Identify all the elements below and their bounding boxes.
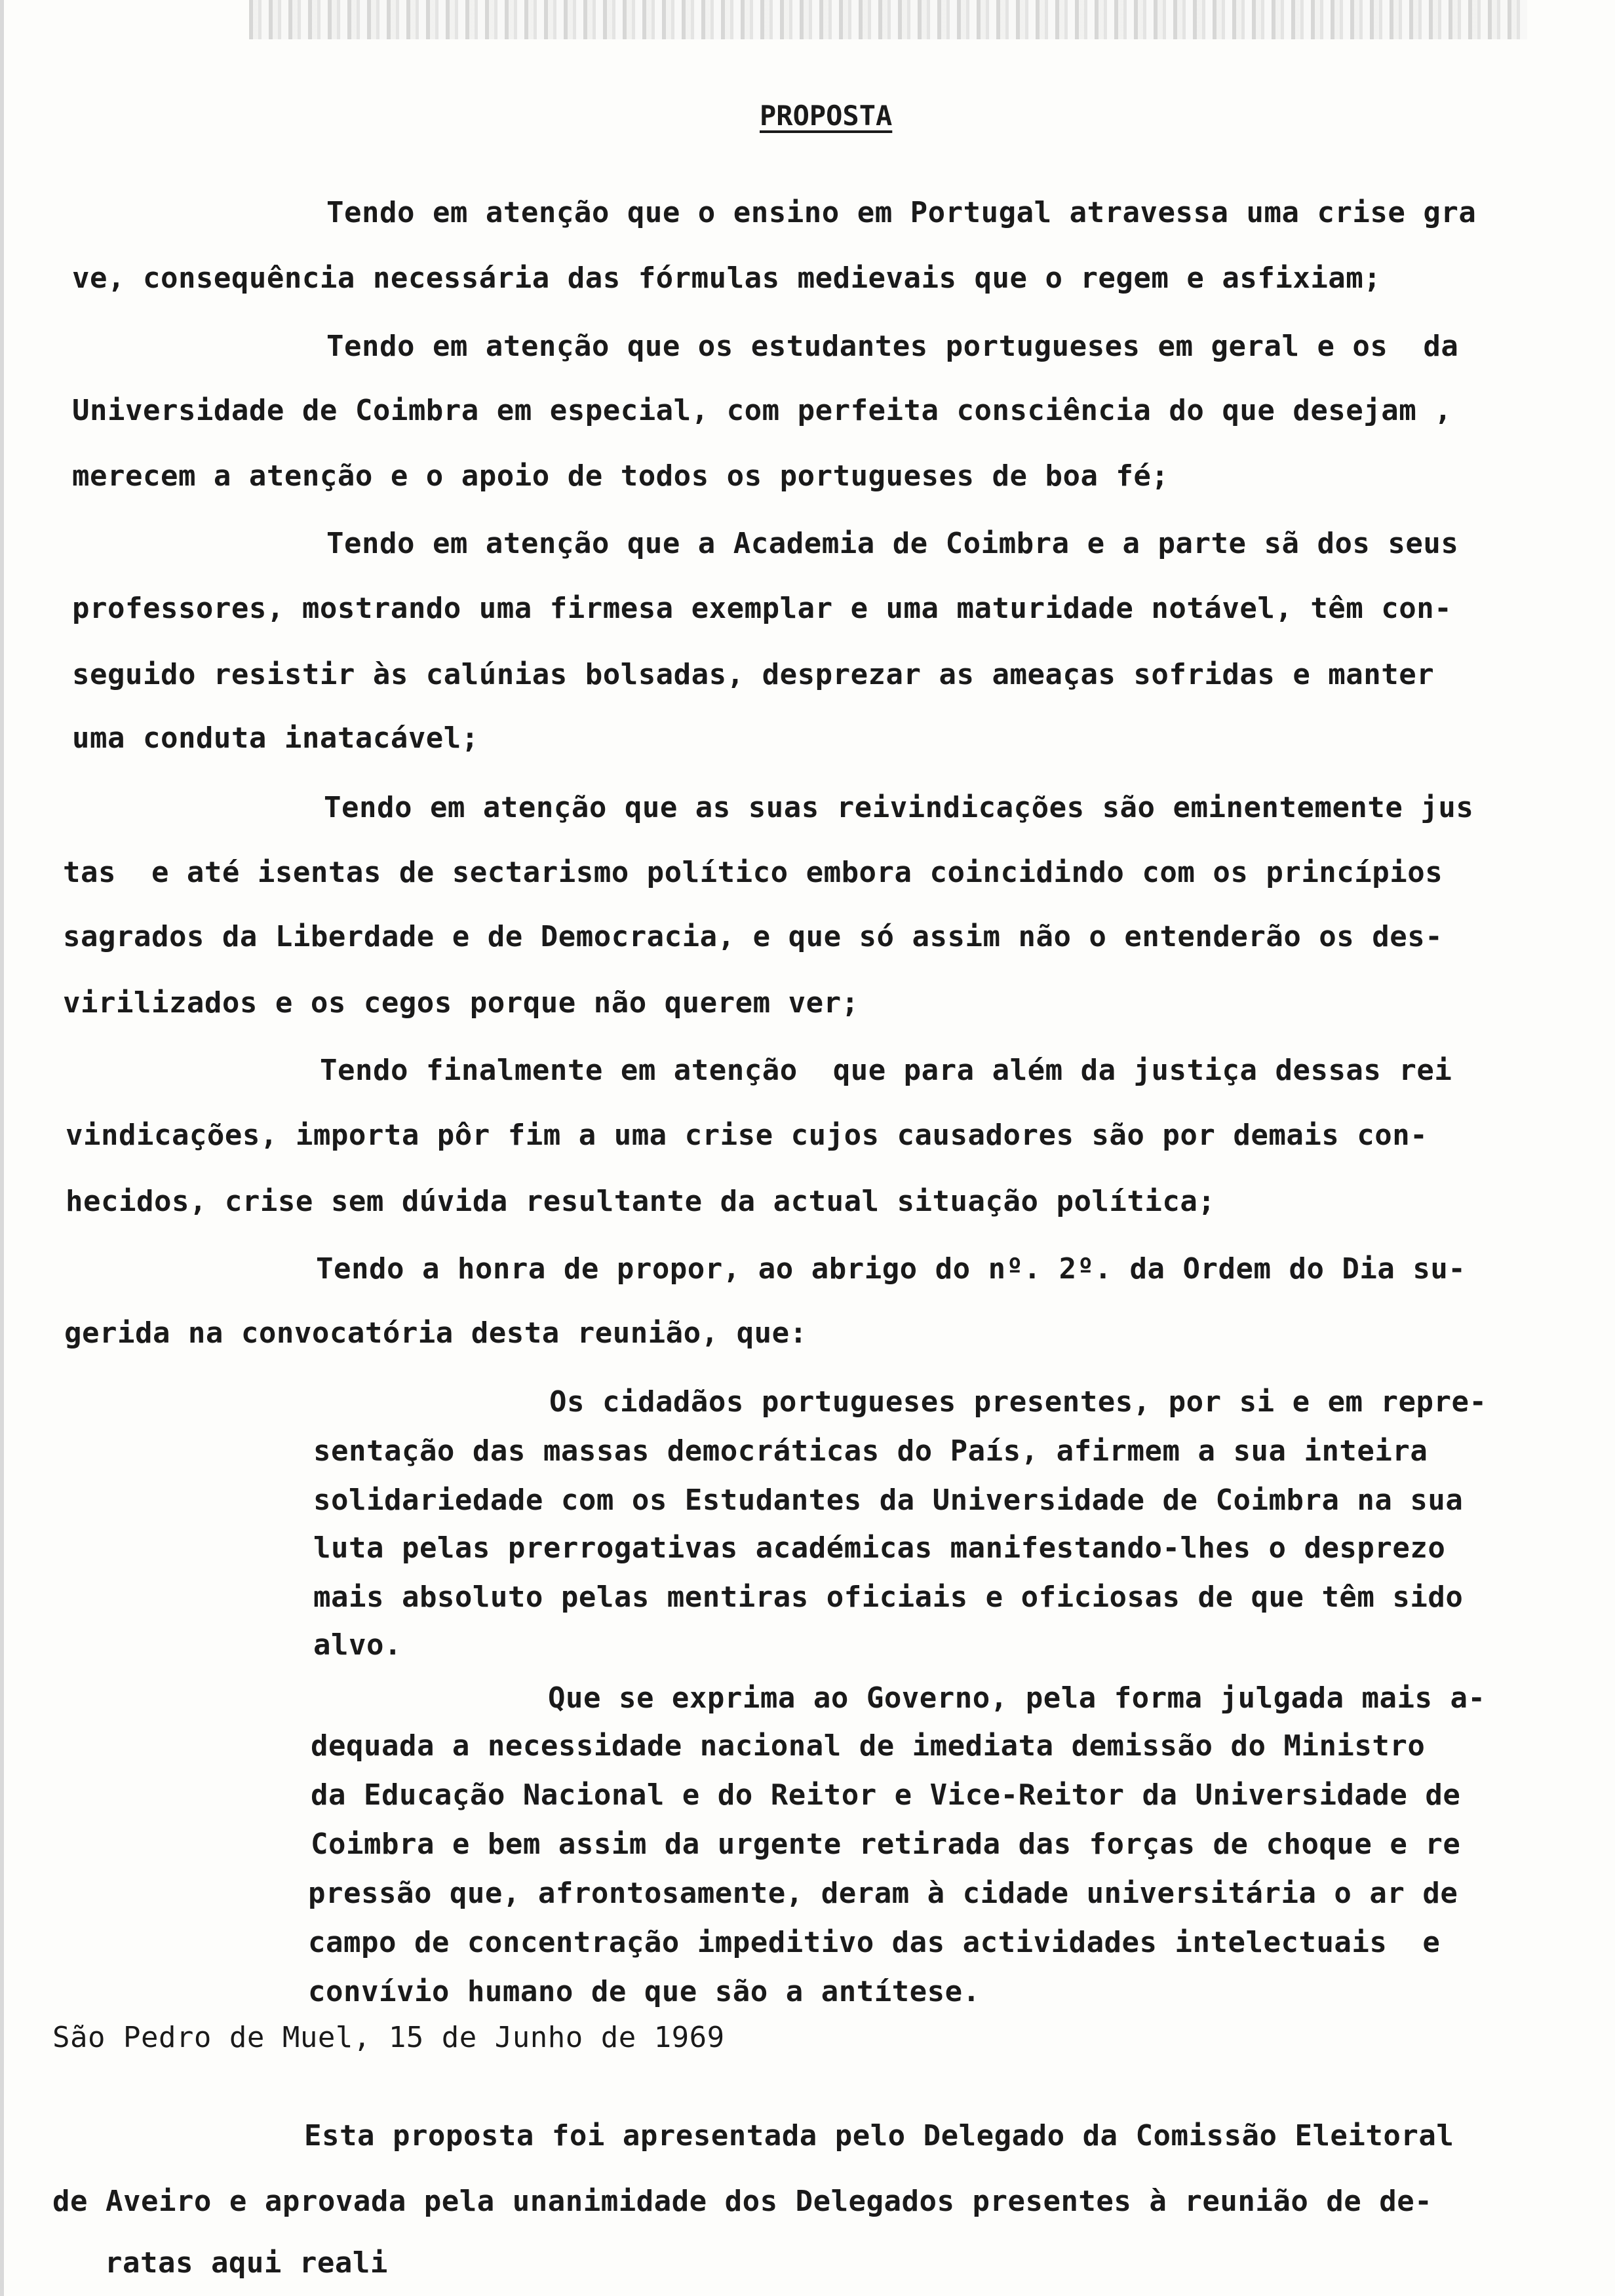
place-date: São Pedro de Muel, 15 de Junho de 1969 [52,2021,725,2054]
resolution-line: alvo. [313,1628,402,1662]
text-line: Tendo a honra de propor, ao abrigo do nº. 2º. da Ordem do Dia su- [316,1252,1466,1286]
note-line: ratas aqui reali [105,2246,388,2280]
resolution-line: Coimbra e bem assim da urgente retirada das forças de choque e re [311,1827,1461,1861]
text-line: ve, consequência necessária das fórmulas medievais que o regem e asfixiam; [72,261,1382,295]
text-line: tas e até isentas de sectarismo político embora coincidindo com os princípios [63,856,1443,889]
scan-noise [249,0,1527,39]
note-line: Esta proposta foi apresentada pelo Delegado da Comissão Eleitoral [304,2119,1454,2152]
text-line: uma conduta inatacável; [72,721,479,755]
text-line: virilizados e os cegos porque não querem ver; [63,986,859,1020]
text-line: vindicações, importa pôr fim a uma crise cujos causadores são por demais con- [66,1119,1428,1152]
text-line: sagrados da Liberdade e de Democracia, e que só assim não o entenderão os des- [63,920,1443,953]
page-title: PROPOSTA [760,100,893,132]
text-line: Tendo em atenção que a Academia de Coimbra e a parte sã dos seus [326,527,1459,560]
text-line: merecem a atenção e o apoio de todos os portugueses de boa fé; [72,459,1169,493]
resolution-line: mais absoluto pelas mentiras oficiais e oficiosas de que têm sido [313,1580,1464,1614]
text-line: gerida na convocatória desta reunião, que: [64,1316,808,1350]
resolution-line: sentação das massas democráticas do País, afirmem a sua inteira [313,1434,1428,1468]
resolution-line: luta pelas prerrogativas académicas manifestando-lhes o desprezo [313,1531,1446,1565]
note-line: de Aveiro e aprovada pela unanimidade dos Delegados presentes à reunião de de- [52,2185,1433,2218]
text-line: professores, mostrando uma firmesa exemplar e uma maturidade notável, têm con- [72,592,1452,625]
text-line: Tendo em atenção que as suas reivindicações são eminentemente jus [324,791,1474,824]
text-line: Universidade de Coimbra em especial, com perfeita consciência do que desejam , [72,394,1452,427]
text-line: Tendo em atenção que os estudantes portugueses em geral e os da [326,330,1459,363]
resolution-line: da Educação Nacional e do Reitor e Vice-Reitor da Universidade de [311,1778,1461,1812]
scan-edge [0,0,4,2296]
resolution-line: solidariedade com os Estudantes da Universidade de Coimbra na sua [313,1483,1464,1517]
text-line: seguido resistir às calúnias bolsadas, desprezar as ameaças sofridas e manter [72,658,1435,691]
text-line: hecidos, crise sem dúvida resultante da actual situação política; [66,1185,1216,1218]
resolution-line: pressão que, afrontosamente, deram à cidade universitária o ar de [308,1877,1458,1910]
text-line: Tendo em atenção que o ensino em Portugal atravessa uma crise gra [326,196,1477,229]
resolution-line: campo de concentração impeditivo das actividades intelectuais e [308,1926,1441,1959]
resolution-line: Que se exprima ao Governo, pela forma julgada mais a- [548,1681,1486,1715]
resolution-line: convívio humano de que são a antítese. [308,1975,981,2008]
resolution-line: dequada a necessidade nacional de imediata demissão do Ministro [311,1729,1426,1763]
text-line: Tendo finalmente em atenção que para além da justiça dessas rei [320,1054,1452,1087]
resolution-line: Os cidadãos portugueses presentes, por si e em repre- [549,1385,1487,1419]
